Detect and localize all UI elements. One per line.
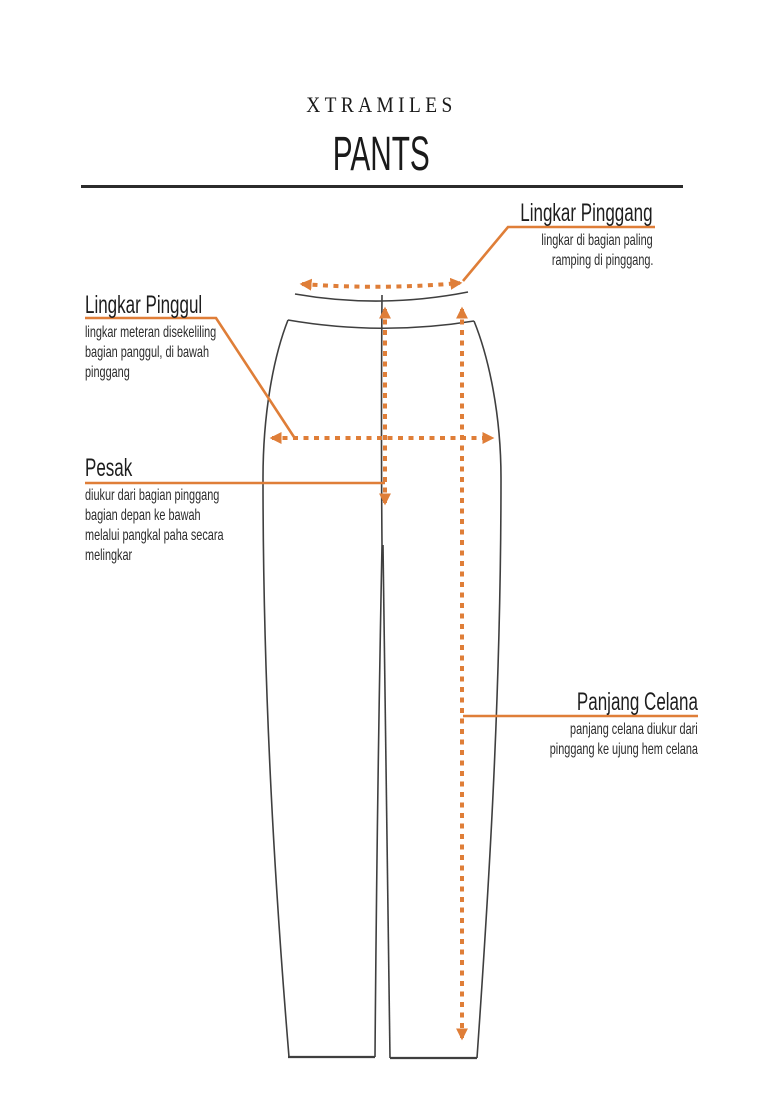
annotation-desc-line: pinggang ke ujung hem celana [549,741,698,758]
annotation-desc-line: pinggang [85,364,130,381]
annotation-lingkar-pinggang [458,199,653,271]
waist-measure-arrow [302,283,460,287]
annotation-title: Panjang Celana [577,688,698,716]
annotation-desc-line: lingkar meteran disekeliling [85,324,217,341]
annotation-desc-line: melingkar [85,547,133,564]
annotation-desc-line: melalui pangkal paha secara [85,527,224,544]
annotation-desc-line: diukur dari bagian pinggang [85,487,220,504]
annotation-desc-line: panjang celana diukur dari [570,721,698,738]
left-outseam-line [263,320,289,1057]
annotation-panjang-celana [480,688,698,760]
annotation-title: Pesak [85,454,133,482]
front-rise-seam-line [382,295,383,545]
annotation-title: Lingkar Pinggul [85,291,203,319]
annotation-lingkar-pinggul [85,291,278,383]
annotation-title: Lingkar Pinggang [520,199,653,227]
annotation-pesak [85,454,289,566]
annotation-desc-line: ramping di pinggang. [551,252,653,269]
right-inseam-line [383,545,390,1058]
annotation-desc-line: bagian depan ke bawah [85,507,201,524]
annotation-desc-line: lingkar di bagian paling [541,232,653,249]
left-inseam-line [375,545,382,1057]
annotation-desc-line: bagian panggul, di bawah [85,344,210,361]
brand-text: XTRAMILES [305,92,457,117]
page-title-text: PANTS [332,128,430,181]
